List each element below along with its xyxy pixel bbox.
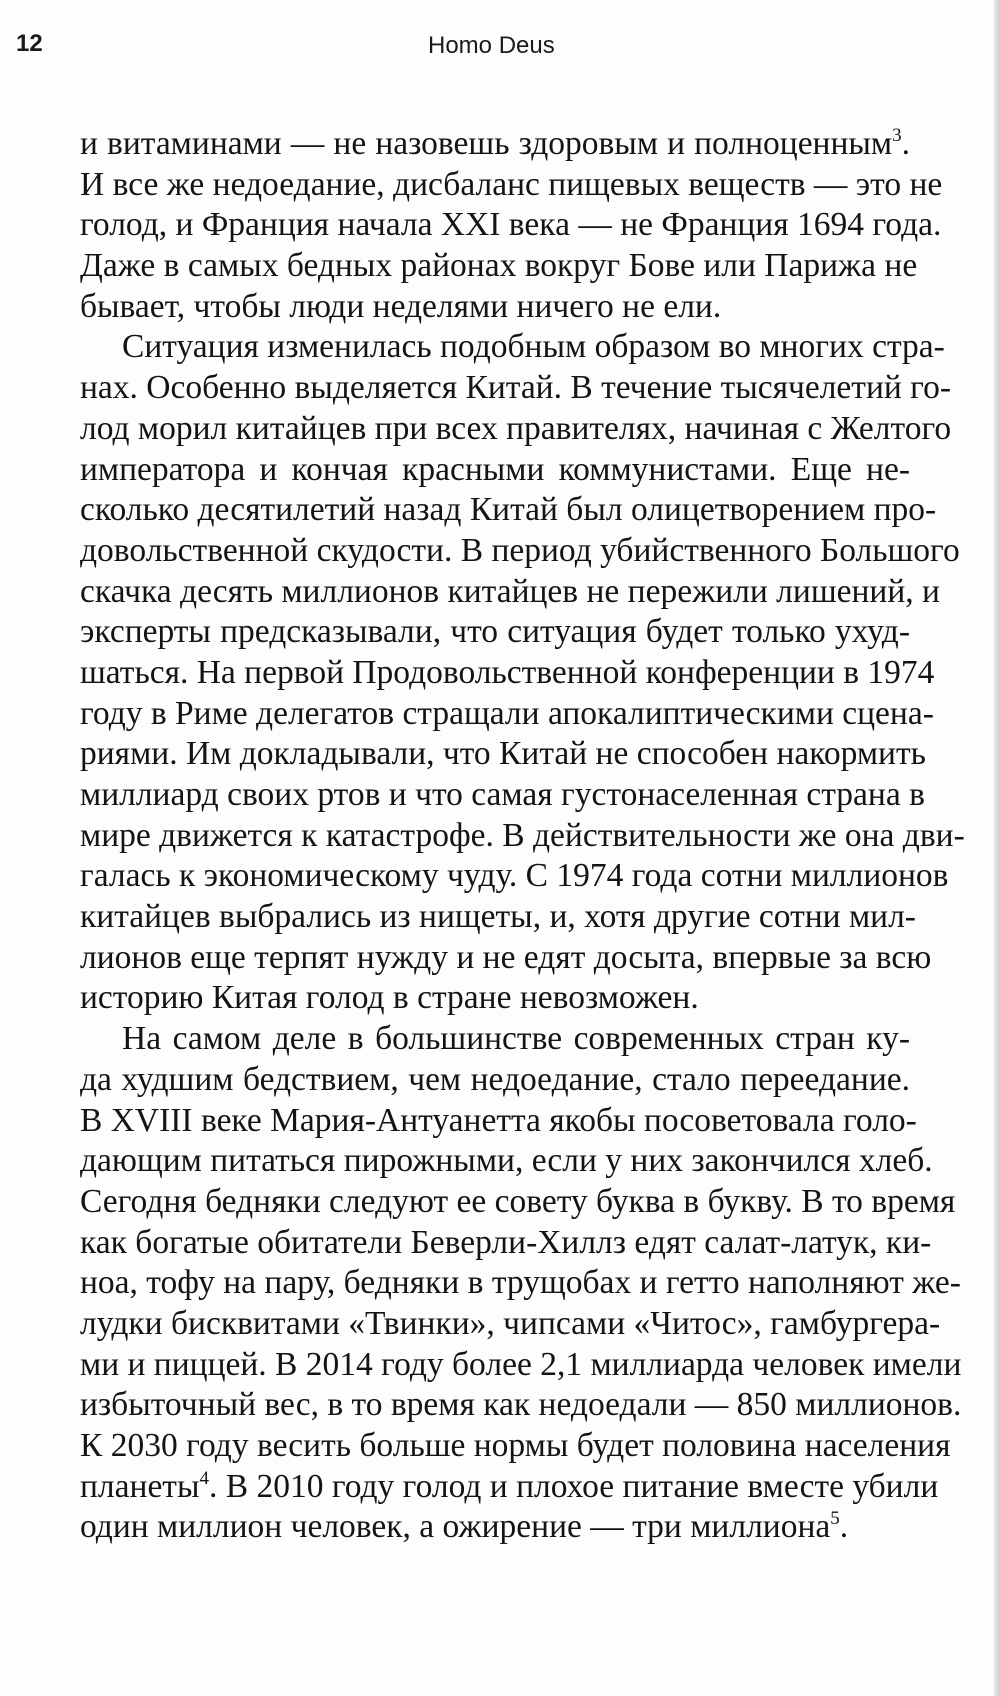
text-line [80,694,934,735]
line-text: избыточный вес, в то время как недоедали — 850 миллионов. [80,1386,962,1424]
line-text: да худшим бедствием, чем недоедание, стало переедание. [80,1060,910,1098]
text-line [80,1141,933,1182]
text-line [80,775,925,816]
text-line [80,124,910,165]
page-number: 12 [16,30,43,57]
line-text: ноа, тофу на пару, бедняки в трущобах и гетто наполняют же- [80,1264,961,1302]
line-text: В XVIII веке Мария-Антуанетта якобы посоветовала голо- [80,1101,917,1139]
line-text: миллиард своих ртов и что самая густонаселенная страна в [80,776,925,813]
line-text: дающим питаться пирожными, если у них закончился хлеб. [80,1142,933,1180]
line-text-tail: . [901,125,910,162]
running-title: Homo Deus [428,32,555,59]
line-text: сколько десятилетий назад Китай был олицетворением про- [80,491,937,529]
line-text: историю Китая голод в стране невозможен. [80,979,699,1017]
line-text: риями. Им докладывали, что Китай не способен накормить [80,735,926,773]
text-line [80,1223,932,1264]
line-text: К 2030 году весить больше нормы будет половина населения [80,1427,951,1464]
text-line [80,572,940,613]
paragraph [80,124,943,327]
text-line [80,490,937,531]
text-line [80,205,942,246]
text-line [80,1426,951,1467]
line-text: Ситуация изменилась подобным образом во многих стра- [122,328,945,366]
footnote-marker: 5 [830,1508,840,1530]
page-edge-shadow [994,0,1000,1696]
text-line [80,1263,961,1304]
line-text: бывает, чтобы люди неделями ничего не ели. [80,287,722,325]
line-text: шаться. На первой Продовольственной конференции в 1974 [80,653,935,691]
line-text: эксперты предсказывали, что ситуация будет только ухуд- [80,613,910,651]
line-text: императора и кончая красными коммунистами. Еще не- [80,450,910,488]
text-line [80,1101,917,1142]
line-text: Даже в самых бедных районах вокруг Бове или Парижа не [80,247,918,285]
line-text: лод морил китайцев при всех правителях, начиная с Желтого [80,409,952,447]
text-line [80,409,952,450]
line-text-tail: . В 2010 году голод и плохое питание вместе убили [208,1467,939,1505]
line-text: и витаминами — не назовешь здоровым и полноценным [80,125,893,162]
text-line [80,287,910,328]
text-line [80,246,918,287]
line-text: году в Риме делегатов стращали апокалиптическими сцена- [80,694,934,732]
text-line [80,1019,910,1060]
line-text: На самом деле в большинстве современных стран ку- [122,1020,910,1058]
paragraph [80,1019,962,1548]
text-line [80,1060,910,1101]
text-line [80,165,943,206]
text-line [80,897,916,938]
text-line [80,1304,941,1345]
text-line [80,612,910,653]
text-line [80,531,960,572]
line-text: лудки бисквитами «Твинки», чипсами «Читос», гамбургера- [80,1304,941,1342]
text-line [80,450,910,491]
line-text: лионов еще терпят нужду и не едят досыта, впервые за всю [80,938,932,976]
text-line [80,653,935,694]
paragraph [80,327,965,1019]
page-header [0,30,1000,70]
line-text: один миллион человек, а ожирение — три миллиона [80,1508,831,1546]
text-line [80,1507,910,1548]
text-line [80,1385,962,1426]
line-text: голод, и Франция начала XXI века — не Франция 1694 года. [80,206,942,244]
line-text: ми и пиццей. В 2014 году более 2,1 миллиарда человек имели [80,1345,962,1383]
text-line [80,368,951,409]
body-text [80,124,965,1548]
text-line [80,327,945,368]
line-text: Сегодня бедняки следуют ее совету буква в букву. В то время [80,1182,956,1220]
line-text: галась к экономическому чуду. С 1974 года сотни миллионов [80,857,949,895]
line-text: китайцев выбрались из нищеты, и, хотя другие сотни мил- [80,898,916,936]
line-text: довольственной скудости. В период убийственного Большого [80,531,960,569]
line-text: нах. Особенно выделяется Китай. В течение тысячелетий го- [80,369,951,407]
text-line [80,938,932,979]
text-line [80,978,910,1019]
line-text: планеты [80,1467,200,1505]
line-text: мире движется к катастрофе. В действительности же она дви- [80,816,965,854]
text-line [80,734,926,775]
line-text-tail: . [839,1508,849,1546]
text-line [80,856,949,897]
text-line [80,816,965,857]
text-line [80,1345,962,1386]
line-text: как богатые обитатели Беверли-Хиллз едят салат-латук, ки- [80,1223,932,1261]
footnote-marker: 4 [199,1467,209,1489]
line-text: И все же недоедание, дисбаланс пищевых веществ — это не [80,165,943,203]
line-text: скачка десять миллионов китайцев не пережили лишений, и [80,572,940,610]
footnote-marker: 3 [892,125,902,146]
text-line [80,1467,939,1508]
text-line [80,1182,956,1223]
